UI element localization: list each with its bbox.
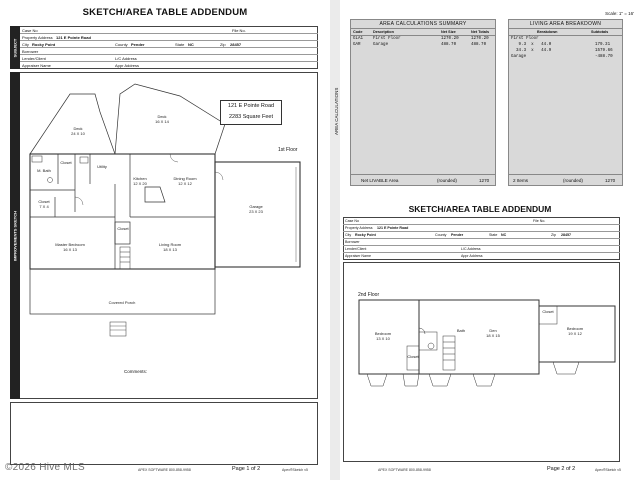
borrower-row-2: Borrower <box>343 239 620 246</box>
svg-text:Dining Room: Dining Room <box>173 176 197 181</box>
svg-text:Living Room: Living Room <box>158 242 182 247</box>
page-1-footer-box <box>10 402 318 465</box>
case-row: Case No File No. <box>20 27 318 34</box>
page-2-software: APEX SOFTWARE 800-858-9958 <box>378 468 431 472</box>
svg-text:Kitchen: Kitchen <box>133 176 147 181</box>
borrower-row: Borrower <box>20 48 318 55</box>
lender-row-2: Lender/Client L/C Address <box>343 246 620 253</box>
svg-text:Den: Den <box>489 328 497 333</box>
svg-text:Closet: Closet <box>38 199 50 204</box>
breakdown-total: 2 Items (rounded) 1270 <box>509 174 622 185</box>
svg-text:16 X 14: 16 X 14 <box>155 119 169 124</box>
area-row: GAR Garage 488.70 488.70 <box>353 43 487 47</box>
page-1-version: Apex®Sketch v5 <box>282 468 308 472</box>
second-floor-plan <box>343 262 620 462</box>
svg-text:12 X 20: 12 X 20 <box>133 181 147 186</box>
breakdown-columns: Breakdown Subtotals <box>509 29 622 36</box>
living-area-breakdown <box>508 19 623 186</box>
page-2-title: SKETCH/AREA TABLE ADDENDUM <box>408 204 552 214</box>
svg-text:Deck: Deck <box>157 114 167 119</box>
page-1-title: SKETCH/AREA TABLE ADDENDUM <box>82 7 248 18</box>
area-row: GLA1 First Floor 1270.20 1270.20 <box>353 37 489 41</box>
svg-text:19 X 12: 19 X 12 <box>568 331 582 336</box>
svg-text:23 X 23: 23 X 23 <box>249 209 263 214</box>
address-row-2: Property Address 121 E Pointe Road <box>343 225 620 232</box>
svg-text:16 X 13: 16 X 13 <box>63 247 77 252</box>
mls-watermark: ©2026 Hive MLS <box>5 462 85 473</box>
improvements-side-label: IMPROVEMENTS SKETCH <box>10 72 20 399</box>
area-calc-side-label: AREA CALCULATIONS <box>334 87 339 135</box>
svg-text:Closet: Closet <box>117 226 129 231</box>
second-floor-label: 2nd Floor <box>358 292 380 298</box>
case-row-2: Case No File No. <box>343 218 620 225</box>
scale-label: Scale: 1" = 16' <box>605 11 634 16</box>
svg-text:Closet: Closet <box>407 354 419 359</box>
svg-text:Bedroom: Bedroom <box>566 326 584 331</box>
svg-text:12 X 12: 12 X 12 <box>178 181 192 186</box>
city-row-2: City Rocky Point County Pender State NC Zip 28457 <box>343 232 620 239</box>
address-row: Property Address 121 E Pointe Road <box>20 34 318 41</box>
page-2-number: Page 2 of 2 <box>547 466 576 472</box>
svg-text:M. Bath: M. Bath <box>37 168 51 173</box>
svg-text:13 X 10: 13 X 10 <box>376 336 390 341</box>
svg-text:18 X 15: 18 X 15 <box>486 333 500 338</box>
page-1-number: Page 1 of 2 <box>232 466 261 472</box>
address-box-sqft: 2283 Square Feet <box>228 114 274 120</box>
breakdown-row: 34.3 x 44.9 1579.66 <box>511 49 613 53</box>
svg-text:Covered Porch: Covered Porch <box>108 300 136 305</box>
page-gap <box>330 0 340 480</box>
svg-text:24 X 10: 24 X 10 <box>71 131 85 136</box>
svg-text:Garage: Garage <box>249 204 263 209</box>
net-livable-area: Net LIVABLE Area (rounded) 1270 <box>351 174 495 185</box>
city-row: City Rocky Point County Pender State NC Zip 28457 <box>20 41 318 48</box>
svg-text:Closet: Closet <box>542 309 554 314</box>
page-1-software: APEX SOFTWARE 800-858-9958 <box>138 468 191 472</box>
lender-row: Lender/Client L/C Address <box>20 55 318 62</box>
breakdown-title: LIVING AREA BREAKDOWN <box>509 20 622 29</box>
area-calculations-summary <box>350 19 496 186</box>
area-summary-title: AREA CALCULATIONS SUMMARY <box>351 20 495 29</box>
page-2-version: Apex®Sketch v5 <box>595 468 621 472</box>
breakdown-row: 9.3 x 44.0 179.31 <box>511 43 611 47</box>
breakdown-row: First Floor <box>511 37 539 41</box>
address-box-street: 121 E Pointe Road <box>227 103 275 109</box>
svg-text:Deck: Deck <box>73 126 83 131</box>
address-label-box <box>220 100 282 125</box>
comments-label: Comments: <box>124 369 148 374</box>
svg-text:Master Bedroom: Master Bedroom <box>55 242 85 247</box>
svg-text:Closet: Closet <box>60 160 72 165</box>
first-floor-label: 1st Floor <box>278 147 298 153</box>
svg-text:Bath: Bath <box>456 328 466 333</box>
appraiser-row: Appraiser Name Appr Address <box>22 63 140 68</box>
svg-text:Bedroom: Bedroom <box>374 331 392 336</box>
appraiser-row-2: Appraiser Name Appr Address <box>345 254 483 258</box>
breakdown-row: Garage -488.70 <box>511 55 613 59</box>
area-summary-columns: Code Description Net Size Net Totals <box>351 29 495 36</box>
subject-side-label: SUBJECT <box>10 26 20 69</box>
svg-text:7 X 4: 7 X 4 <box>39 204 49 209</box>
svg-text:18 X 13: 18 X 13 <box>163 247 177 252</box>
svg-text:Utility: Utility <box>97 164 107 169</box>
